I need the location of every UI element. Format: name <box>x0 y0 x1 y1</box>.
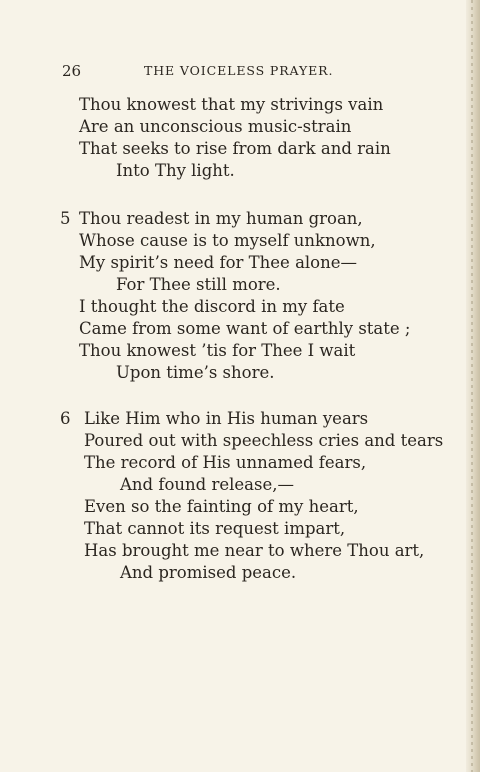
verse-line: My spirit’s need for Thee alone— <box>79 253 358 272</box>
verse-line: And found release,— <box>120 475 294 494</box>
verse-line: Has brought me near to where Thou art, <box>84 541 425 560</box>
verse-line: Even so the fainting of my heart, <box>84 497 359 516</box>
verse-line: Whose cause is to myself unknown, <box>79 231 376 250</box>
verse-line: For Thee still more. <box>116 275 281 294</box>
verse-line: Like Him who in His human years <box>84 409 369 428</box>
verse-line: Are an unconscious music-strain <box>79 117 352 136</box>
verse-line: Into Thy light. <box>116 161 235 180</box>
stanza-number: 6 <box>60 409 71 428</box>
verse-line: I thought the discord in my fate <box>79 297 345 316</box>
verse-line: That cannot its request impart, <box>84 519 346 538</box>
stanza-number: 5 <box>60 209 71 228</box>
page-number: 26 <box>62 62 82 80</box>
page-edge <box>466 0 480 772</box>
verse-line: Thou knowest that my strivings vain <box>79 95 384 114</box>
verse-line: Poured out with speechless cries and tears <box>84 431 444 450</box>
verse-line: Thou readest in my human groan, <box>79 209 363 228</box>
running-title: THE VOICELESS PRAYER. <box>144 63 334 78</box>
verse-line: The record of His unnamed fears, <box>84 453 367 472</box>
running-header <box>0 62 480 82</box>
verse-line: Thou knowest ’tis for Thee I wait <box>79 341 356 360</box>
verse-line: Came from some want of earthly state ; <box>79 319 411 338</box>
verse-line: And promised peace. <box>120 563 297 582</box>
verse-line: That seeks to rise from dark and rain <box>79 139 391 158</box>
verse-line: Upon time’s shore. <box>116 363 275 382</box>
